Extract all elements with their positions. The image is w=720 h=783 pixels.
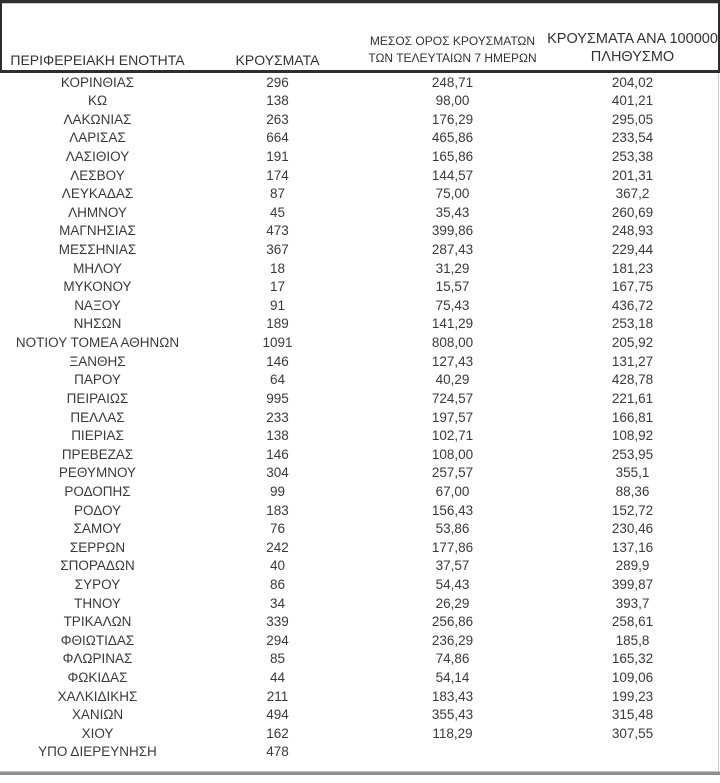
column-header-cases-label: ΚΡΟΥΣΜΑΤΑ	[235, 52, 320, 68]
avg7-cell: 15,57	[435, 279, 470, 295]
avg7-cell: 141,29	[431, 316, 474, 332]
table-row	[0, 222, 720, 241]
table-row	[0, 445, 720, 464]
bottom-rule-line	[0, 771, 720, 775]
cases-cell: 339	[266, 614, 289, 630]
avg7-cell: 35,43	[435, 204, 470, 220]
per100k-cell: 204,02	[611, 74, 654, 90]
region-cell: ΝΟΤΙΟΥ ΤΟΜΕΑ ΑΘΗΝΩΝ	[15, 335, 180, 351]
per100k-cell: 185,8	[615, 632, 650, 648]
cases-cell: 162	[266, 725, 289, 741]
cases-cell: 44	[269, 670, 286, 686]
cases-cell: 146	[266, 353, 289, 369]
table-row	[0, 389, 720, 408]
per100k-cell: 253,95	[611, 446, 654, 462]
table-row	[0, 334, 720, 353]
per100k-cell: 428,78	[611, 372, 654, 388]
per100k-cell: 152,72	[611, 502, 654, 518]
region-cell: ΥΠΟ ΔΙΕΡΕΥΝΗΣΗ	[38, 744, 157, 760]
cases-cell: 91	[269, 297, 286, 313]
avg7-cell: 183,43	[431, 688, 474, 704]
table-row	[0, 408, 720, 427]
cases-cell: 995	[266, 390, 289, 406]
table-row	[0, 594, 720, 613]
avg7-cell: 102,71	[431, 428, 474, 444]
per100k-cell: 137,16	[611, 539, 654, 555]
region-cell: ΣΥΡΟΥ	[74, 577, 121, 592]
cases-cell: 294	[266, 632, 289, 648]
table-header	[0, 0, 720, 70]
table-row	[0, 427, 720, 446]
cases-cell: 85	[269, 651, 286, 667]
per100k-cell: 248,93	[611, 223, 654, 239]
cases-cell: 1091	[262, 335, 293, 351]
table-row	[0, 482, 720, 501]
table-row	[0, 296, 720, 315]
avg7-cell: 176,29	[431, 111, 474, 127]
cases-cell: 191	[266, 148, 289, 164]
cases-cell: 174	[266, 167, 289, 183]
avg7-cell: 74,86	[435, 651, 470, 667]
region-cell: ΜΥΚΟΝΟΥ	[63, 279, 132, 295]
cases-cell: 233	[266, 409, 289, 425]
region-cell: ΧΑΝΙΩΝ	[71, 707, 124, 723]
per100k-cell: 229,44	[611, 242, 654, 258]
cases-cell: 87	[269, 186, 286, 202]
table-row	[0, 203, 720, 222]
table-row	[0, 240, 720, 259]
table-row	[0, 520, 720, 539]
region-cell: ΣΑΜΟΥ	[73, 521, 122, 537]
cases-cell: 76	[269, 521, 286, 537]
cases-cell: 473	[266, 223, 289, 239]
per100k-cell: 289,9	[615, 558, 650, 574]
cases-cell: 367	[266, 242, 289, 258]
cases-cell: 86	[269, 577, 286, 592]
avg7-cell: 355,43	[431, 707, 474, 723]
per100k-cell: 181,23	[611, 260, 654, 276]
region-cell: ΛΑΡΙΣΑΣ	[69, 130, 126, 146]
region-cell: ΦΘΙΩΤΙΔΑΣ	[60, 632, 135, 648]
column-header-per100k-line1: ΚΡΟΥΣΜΑΤΑ ΑΝΑ 100000	[547, 31, 718, 47]
per100k-cell: 401,21	[611, 93, 654, 109]
table-row	[0, 669, 720, 688]
table-row	[0, 352, 720, 371]
cases-cell: 34	[269, 595, 286, 611]
region-cell: ΦΛΩΡΙΝΑΣ	[62, 651, 133, 667]
avg7-cell: 257,57	[431, 465, 474, 481]
table-row	[0, 278, 720, 297]
table-row	[0, 73, 720, 92]
cases-cell: 494	[266, 707, 289, 723]
table-row	[0, 557, 720, 576]
per100k-cell: 399,87	[611, 577, 654, 592]
table-row	[0, 315, 720, 334]
cases-cell: 296	[266, 74, 289, 90]
avg7-cell: 98,00	[435, 93, 470, 109]
per100k-cell: 109,06	[611, 670, 654, 686]
per100k-cell: 260,69	[611, 204, 654, 220]
table-row	[0, 538, 720, 557]
region-cell: ΠΕΙΡΑΙΩΣ	[66, 390, 129, 406]
avg7-cell: 144,57	[431, 167, 474, 183]
cases-cell: 99	[269, 483, 286, 499]
cases-cell: 146	[266, 446, 289, 462]
per100k-cell: 253,38	[611, 148, 654, 164]
cases-cell: 664	[266, 130, 289, 146]
table-row	[0, 185, 720, 204]
region-cell: ΧΑΛΚΙΔΙΚΗΣ	[57, 688, 138, 704]
avg7-cell: 256,86	[431, 614, 474, 630]
avg7-cell: 118,29	[432, 725, 473, 741]
region-cell: ΝΑΞΟΥ	[74, 297, 121, 313]
per100k-cell: 199,23	[611, 688, 654, 704]
region-cell: ΠΑΡΟΥ	[74, 372, 121, 388]
region-cell: ΡΕΘΥΜΝΟΥ	[58, 465, 137, 481]
per100k-cell: 315,48	[611, 707, 654, 723]
per100k-cell: 88,36	[615, 483, 650, 499]
cases-cell: 183	[266, 502, 289, 518]
avg7-cell: 156,43	[431, 502, 474, 518]
per100k-cell: 131,27	[611, 353, 654, 369]
table-row	[0, 724, 720, 743]
avg7-cell: 54,43	[435, 577, 470, 592]
region-cell: ΛΕΣΒΟΥ	[70, 167, 125, 183]
right-faint-border	[718, 73, 719, 774]
per100k-cell: 295,05	[611, 111, 654, 127]
avg7-cell: 465,86	[431, 130, 474, 146]
avg7-cell: 165,86	[431, 148, 474, 164]
region-cell: ΛΑΚΩΝΙΑΣ	[63, 111, 132, 127]
cases-cell: 211	[266, 688, 289, 704]
cases-cell: 304	[266, 465, 289, 481]
per100k-cell: 436,72	[611, 297, 654, 313]
column-header-per100k-line2: ΠΛΗΘΥΣΜΟ	[590, 49, 675, 65]
cases-cell: 138	[266, 93, 289, 109]
table-row	[0, 166, 720, 185]
cases-cell: 189	[266, 316, 289, 332]
avg7-cell: 75,43	[435, 297, 470, 313]
region-cell: ΛΑΣΙΘΙΟΥ	[65, 148, 130, 164]
avg7-cell: 177,86	[431, 539, 474, 555]
table-row	[0, 501, 720, 520]
table-row	[0, 259, 720, 278]
column-header-avg7	[360, 33, 545, 67]
avg7-cell: 248,71	[431, 74, 474, 90]
cases-cell: 138	[266, 428, 289, 444]
avg7-cell: 236,29	[431, 632, 474, 648]
per100k-cell: 367,2	[615, 186, 650, 202]
avg7-cell: 108,00	[431, 446, 474, 462]
column-header-avg7-line1: ΜΕΣΟΣ ΟΡΟΣ ΚΡΟΥΣΜΑΤΩΝ	[369, 34, 536, 48]
region-cell: ΣΕΡΡΩΝ	[69, 539, 126, 555]
region-cell: ΝΗΣΩΝ	[73, 316, 122, 332]
avg7-cell: 40,29	[435, 372, 470, 388]
per100k-cell: 258,61	[611, 614, 654, 630]
avg7-cell: 67,00	[435, 483, 470, 499]
table-row	[0, 147, 720, 166]
per100k-cell: 355,1	[615, 465, 650, 481]
column-header-avg7-line2: ΤΩΝ ΤΕΛΕΥΤΑΙΩΝ 7 ΗΜΕΡΩΝ	[368, 51, 537, 65]
cases-cell: 45	[269, 204, 286, 220]
avg7-cell: 197,57	[431, 409, 474, 425]
cases-cell: 263	[266, 111, 289, 127]
cases-cell: 242	[266, 539, 289, 555]
per100k-cell: 165,32	[611, 651, 654, 667]
per100k-cell: 221,61	[611, 390, 654, 406]
per100k-cell: 230,46	[611, 521, 654, 537]
per100k-cell: 108,92	[611, 428, 654, 444]
per100k-cell: 167,75	[611, 279, 654, 295]
table-row	[0, 613, 720, 632]
region-cell: ΤΡΙΚΑΛΩΝ	[63, 614, 132, 630]
region-cell: ΜΗΛΟΥ	[73, 260, 122, 276]
per100k-cell: 166,81	[611, 409, 654, 425]
cases-cell: 64	[269, 372, 286, 388]
avg7-cell: 37,57	[435, 558, 470, 574]
avg7-cell: 75,00	[435, 186, 470, 202]
per100k-cell: 201,31	[611, 167, 654, 183]
region-cell: ΛΕΥΚΑΔΑΣ	[61, 186, 134, 202]
column-header-region	[0, 52, 195, 69]
table-row	[0, 464, 720, 483]
table-row	[0, 371, 720, 390]
table-rows	[0, 73, 720, 762]
table-row	[0, 110, 720, 129]
table-row	[0, 650, 720, 669]
region-cell: ΜΑΓΝΗΣΙΑΣ	[59, 223, 136, 239]
avg7-cell: 127,43	[431, 353, 474, 369]
region-cell: ΜΕΣΣΗΝΙΑΣ	[58, 242, 137, 258]
region-cell: ΦΩΚΙΔΑΣ	[67, 670, 128, 686]
per100k-cell: 253,18	[611, 316, 654, 332]
region-cell: ΤΗΝΟΥ	[74, 595, 121, 611]
table-row	[0, 706, 720, 725]
per100k-cell: 205,92	[611, 335, 654, 351]
column-header-region-label: ΠΕΡΙΦΕΡΕΙΑΚΗ ΕΝΟΤΗΤΑ	[10, 52, 185, 68]
region-cell: ΡΟΔΟΠΗΣ	[64, 483, 131, 499]
per100k-cell: 307,55	[611, 725, 654, 741]
cases-cell: 478	[266, 744, 289, 760]
per100k-cell: 233,54	[611, 130, 654, 146]
table-row	[0, 687, 720, 706]
cases-cell: 40	[269, 558, 286, 574]
per100k-cell: 393,7	[615, 595, 650, 611]
region-cell: ΣΠΟΡΑΔΩΝ	[60, 558, 135, 574]
avg7-cell: 808,00	[431, 335, 474, 351]
column-header-per100k	[545, 30, 720, 66]
avg7-cell: 399,86	[431, 223, 474, 239]
avg7-cell: 724,57	[431, 390, 474, 406]
region-cell: ΠΙΕΡΙΑΣ	[71, 428, 124, 444]
region-cell: ΧΙΟΥ	[81, 725, 114, 741]
table-row	[0, 631, 720, 650]
region-cell: ΚΩ	[87, 93, 108, 109]
region-cell: ΡΟΔΟΥ	[73, 502, 122, 518]
cases-cell: 17	[269, 279, 286, 295]
avg7-cell: 53,86	[435, 521, 470, 537]
table-row	[0, 575, 720, 594]
table-row	[0, 92, 720, 111]
region-cell: ΠΕΛΛΑΣ	[70, 409, 125, 425]
column-header-cases	[195, 52, 360, 69]
region-cell: ΚΟΡΙΝΘΙΑΣ	[60, 74, 135, 90]
region-cell: ΛΗΜΝΟΥ	[68, 204, 127, 220]
table-row	[0, 743, 720, 762]
region-cell: ΞΑΝΘΗΣ	[69, 353, 126, 369]
region-cell: ΠΡΕΒΕΖΑΣ	[61, 446, 134, 462]
avg7-cell: 26,29	[435, 595, 470, 611]
table-row	[0, 129, 720, 148]
avg7-cell: 54,14	[435, 670, 470, 686]
avg7-cell: 287,43	[431, 242, 474, 258]
avg7-cell: 31,29	[435, 260, 470, 276]
cases-cell: 18	[269, 260, 286, 276]
